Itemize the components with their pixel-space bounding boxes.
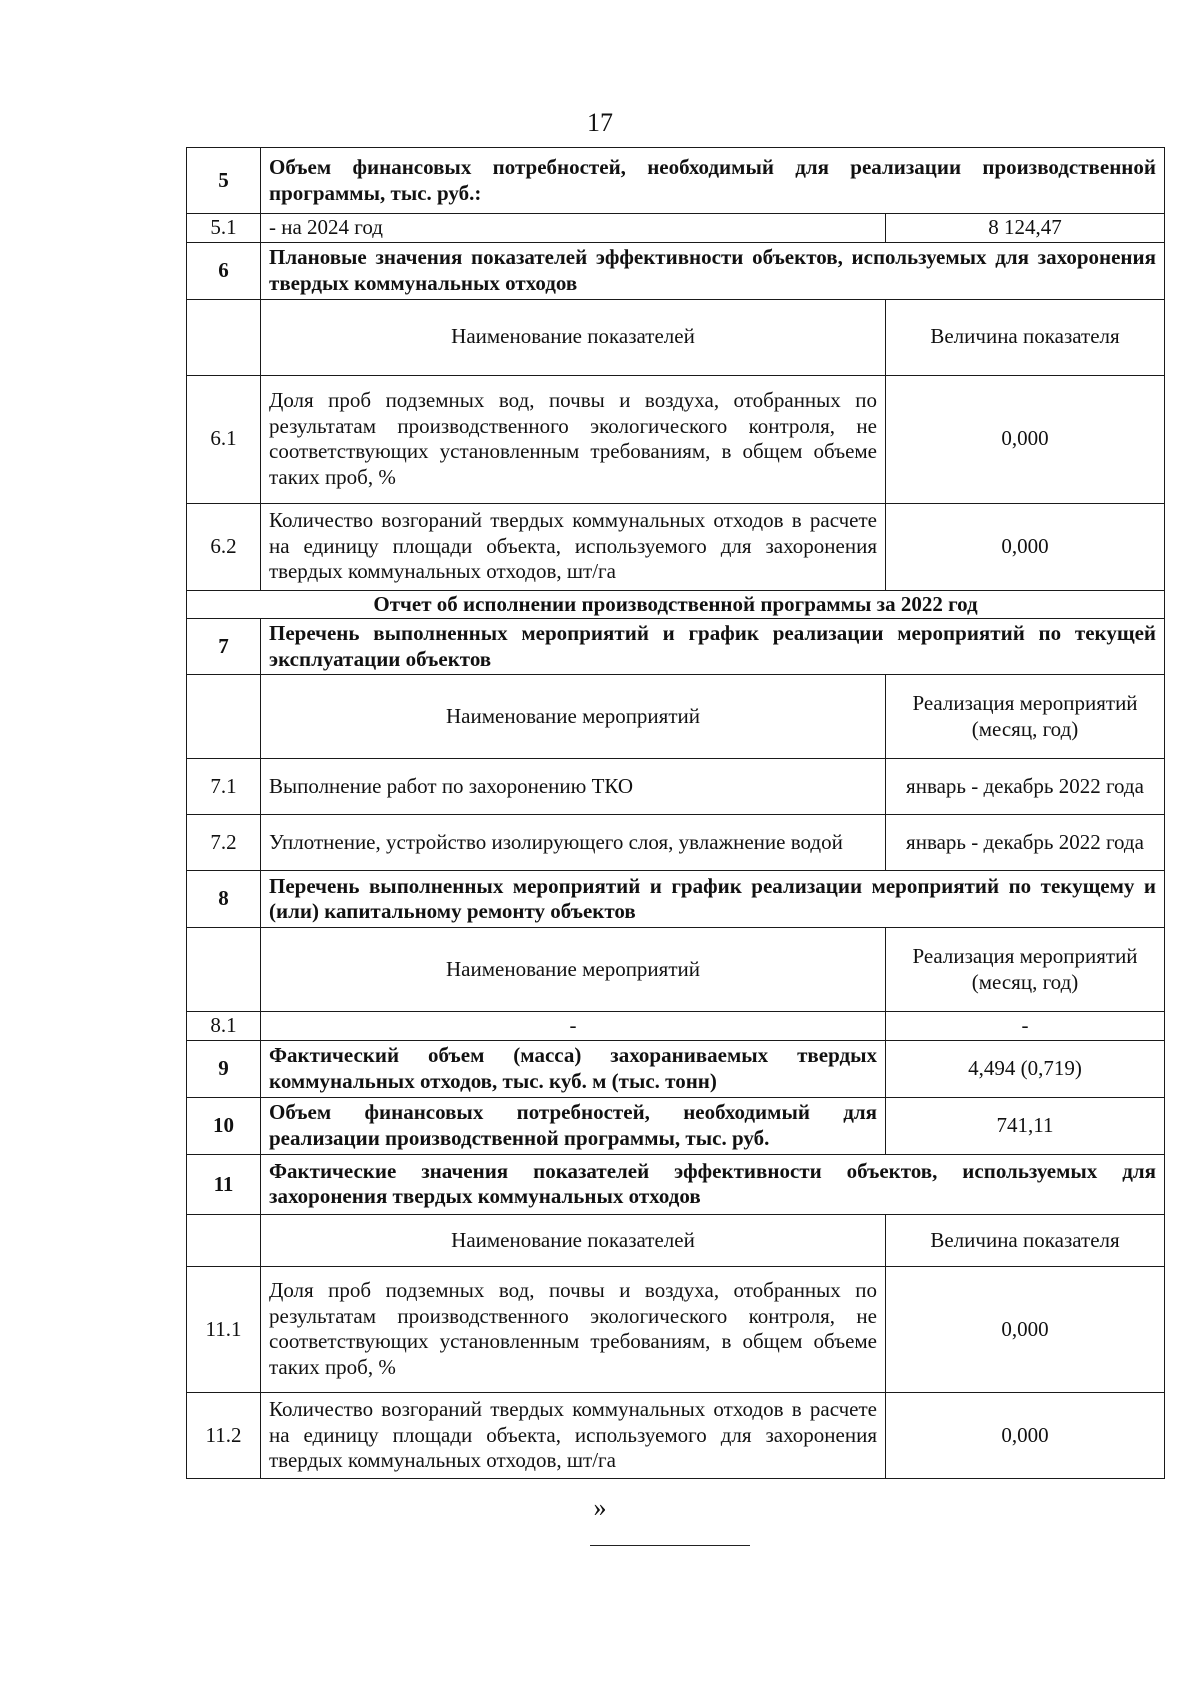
column-header-name: Наименование показателей bbox=[261, 299, 886, 375]
row-number: 11 bbox=[187, 1154, 261, 1214]
row-number: 5.1 bbox=[187, 214, 261, 243]
column-header-name: Наименование мероприятий bbox=[261, 675, 886, 759]
column-header-name: Наименование мероприятий bbox=[261, 928, 886, 1012]
row-value: 0,000 bbox=[886, 375, 1165, 503]
column-header-value: Величина показателя bbox=[886, 1214, 1165, 1266]
row-text: Количество возгораний твердых коммунальных отходов в расчете на единицу площади объекта, используемого для захоронения твердых коммунальных отходов, шт/га bbox=[261, 503, 886, 590]
table-row bbox=[187, 815, 1165, 871]
section-title: Объем финансовых потребностей, необходимый для реализации производственной программы, тыс. руб.: bbox=[261, 148, 1165, 214]
row-number: 7.1 bbox=[187, 759, 261, 815]
table-row bbox=[187, 214, 1165, 243]
table-row bbox=[187, 619, 1165, 675]
row-text: Уплотнение, устройство изолирующего слоя, увлажнение водой bbox=[261, 815, 886, 871]
row-number: 11.1 bbox=[187, 1266, 261, 1392]
row-text: - bbox=[261, 1012, 886, 1041]
row-number: 9 bbox=[187, 1040, 261, 1097]
table-header-row bbox=[187, 299, 1165, 375]
section-title: Перечень выполненных мероприятий и график реализации мероприятий по текущему и (или) капитальному ремонту объектов bbox=[261, 871, 1165, 928]
row-text: Фактический объем (масса) захораниваемых твердых коммунальных отходов, тыс. куб. м (тыс. тонн) bbox=[261, 1040, 886, 1097]
table-row bbox=[187, 759, 1165, 815]
table-row bbox=[187, 1154, 1165, 1214]
row-text: Доля проб подземных вод, почвы и воздуха, отобранных по результатам производственного экологического контроля, не соответствующих установленным требованиям, в общем объеме таких проб, % bbox=[261, 375, 886, 503]
table-header-row bbox=[187, 1214, 1165, 1266]
row-text: Количество возгораний твердых коммунальных отходов в расчете на единицу площади объекта, используемого для захоронения твердых коммунальных отходов, шт/га bbox=[261, 1392, 886, 1478]
column-header-value: Реализация мероприятий (месяц, год) bbox=[886, 675, 1165, 759]
section-title: Перечень выполненных мероприятий и график реализации мероприятий по текущей эксплуатации объектов bbox=[261, 619, 1165, 675]
row-number: 6 bbox=[187, 242, 261, 299]
table-row bbox=[187, 1392, 1165, 1478]
row-value: 0,000 bbox=[886, 1266, 1165, 1392]
column-header-name: Наименование показателей bbox=[261, 1214, 886, 1266]
row-value: 8 124,47 bbox=[886, 214, 1165, 243]
row-number: 7 bbox=[187, 619, 261, 675]
section-title: Фактические значения показателей эффективности объектов, используемых для захоронения твердых коммунальных отходов bbox=[261, 1154, 1165, 1214]
row-number: 5 bbox=[187, 148, 261, 214]
column-header-value: Реализация мероприятий (месяц, год) bbox=[886, 928, 1165, 1012]
row-value: январь - декабрь 2022 года bbox=[886, 815, 1165, 871]
row-value: 0,000 bbox=[886, 503, 1165, 590]
table-header-row bbox=[187, 928, 1165, 1012]
row-text: - на 2024 год bbox=[261, 214, 886, 243]
report-heading: Отчет об исполнении производственной программы за 2022 год bbox=[187, 590, 1165, 619]
table-row bbox=[187, 871, 1165, 928]
row-number: 11.2 bbox=[187, 1392, 261, 1478]
row-value: 4,494 (0,719) bbox=[886, 1040, 1165, 1097]
row-text: Доля проб подземных вод, почвы и воздуха, отобранных по результатам производственного экологического контроля, не соответствующих установленным требованиям, в общем объеме таких проб, % bbox=[261, 1266, 886, 1392]
row-number: 6.1 bbox=[187, 375, 261, 503]
table-row bbox=[187, 1266, 1165, 1392]
table-row bbox=[187, 242, 1165, 299]
row-number: 10 bbox=[187, 1097, 261, 1154]
empty-cell bbox=[187, 299, 261, 375]
page-number: 17 bbox=[587, 108, 613, 137]
row-number: 6.2 bbox=[187, 503, 261, 590]
divider-line bbox=[590, 1545, 750, 1546]
table-row bbox=[187, 590, 1165, 619]
table-row bbox=[187, 375, 1165, 503]
row-value: январь - декабрь 2022 года bbox=[886, 759, 1165, 815]
row-number: 8.1 bbox=[187, 1012, 261, 1041]
empty-cell bbox=[187, 928, 261, 1012]
program-table bbox=[186, 147, 1165, 1479]
row-number: 8 bbox=[187, 871, 261, 928]
section-title: Плановые значения показателей эффективности объектов, используемых для захоронения твердых коммунальных отходов bbox=[261, 242, 1165, 299]
row-value: 0,000 bbox=[886, 1392, 1165, 1478]
row-text: Выполнение работ по захоронению ТКО bbox=[261, 759, 886, 815]
empty-cell bbox=[187, 675, 261, 759]
table-row bbox=[187, 1097, 1165, 1154]
column-header-value: Величина показателя bbox=[886, 299, 1165, 375]
table-row bbox=[187, 503, 1165, 590]
row-value: 741,11 bbox=[886, 1097, 1165, 1154]
table-row bbox=[187, 1012, 1165, 1041]
table-row bbox=[187, 148, 1165, 214]
closing-quote: » bbox=[593, 1493, 607, 1522]
table-row bbox=[187, 1040, 1165, 1097]
row-text: Объем финансовых потребностей, необходимый для реализации производственной программы, тыс. руб. bbox=[261, 1097, 886, 1154]
row-number: 7.2 bbox=[187, 815, 261, 871]
table-header-row bbox=[187, 675, 1165, 759]
row-value: - bbox=[886, 1012, 1165, 1041]
empty-cell bbox=[187, 1214, 261, 1266]
